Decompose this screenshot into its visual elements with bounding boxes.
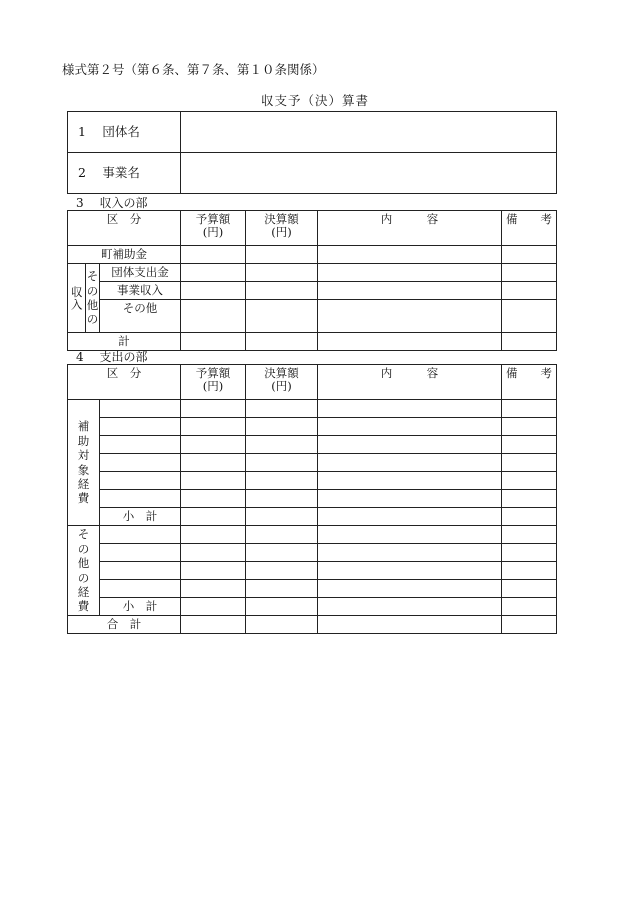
income-header-budget	[181, 211, 246, 246]
cell[interactable]	[181, 436, 246, 454]
income-other-char: の	[86, 283, 99, 298]
other-group-char: の	[77, 541, 90, 556]
form-number: 様式第２号（第６条、第７条、第１０条関係）	[62, 62, 325, 77]
cell[interactable]	[100, 418, 181, 436]
cell[interactable]	[502, 400, 557, 418]
income-other-char: そ	[86, 269, 99, 284]
info-table	[67, 111, 557, 194]
income-header-budget-unit: (円)	[202, 225, 224, 240]
cell[interactable]	[246, 490, 318, 508]
cell[interactable]	[246, 333, 318, 351]
expense-row	[68, 418, 557, 436]
subsidy-group-char: 象	[77, 462, 90, 477]
cell[interactable]	[246, 598, 318, 616]
cell[interactable]	[246, 436, 318, 454]
expense-header-budget	[181, 365, 246, 400]
cell[interactable]	[318, 454, 502, 472]
income-heading: 3 収入の部	[76, 196, 148, 210]
income-other-char: の	[86, 312, 99, 327]
other-income-label: その他	[100, 300, 181, 333]
cell[interactable]	[502, 282, 557, 300]
cell[interactable]	[318, 282, 502, 300]
cell[interactable]	[318, 616, 502, 634]
cell[interactable]	[318, 544, 502, 562]
expense-header-remarks: 備 考	[502, 365, 557, 400]
income-header-remarks: 備 考	[502, 211, 557, 246]
cell[interactable]	[318, 598, 502, 616]
expense-header-budget-label: 予算額	[195, 366, 231, 380]
expense-header-settlement-label: 決算額	[264, 366, 299, 380]
group-name-label: 1 団体名	[68, 112, 181, 153]
cell[interactable]	[502, 333, 557, 351]
grand-total-row	[68, 616, 557, 634]
income-header-row	[68, 211, 557, 246]
cell[interactable]	[181, 264, 246, 282]
cell[interactable]	[502, 246, 557, 264]
subsidy-subtotal-row	[68, 508, 557, 526]
cell[interactable]	[502, 264, 557, 282]
project-name-row	[68, 153, 557, 194]
income-header-settlement	[246, 211, 318, 246]
subsidy-group-char: 経	[77, 476, 90, 491]
cell[interactable]	[181, 400, 246, 418]
document-title: 収支予（決）算書	[260, 93, 369, 108]
income-row-other	[68, 300, 557, 333]
expense-header-row	[68, 365, 557, 400]
income-header-settlement-unit: (円)	[271, 225, 292, 240]
cell[interactable]	[246, 454, 318, 472]
cell[interactable]	[100, 400, 181, 418]
expense-table	[67, 364, 557, 634]
cell[interactable]	[181, 490, 246, 508]
cell[interactable]	[100, 562, 181, 580]
cell[interactable]	[246, 580, 318, 598]
income-other-label	[86, 264, 100, 333]
cell[interactable]	[181, 333, 246, 351]
subsidy-group-label	[68, 400, 100, 526]
subsidy-group-char: 対	[77, 448, 90, 463]
expense-row	[68, 400, 557, 418]
cell[interactable]	[502, 580, 557, 598]
cell[interactable]	[246, 400, 318, 418]
cell[interactable]	[100, 436, 181, 454]
cell[interactable]	[181, 508, 246, 526]
cell[interactable]	[318, 580, 502, 598]
cell[interactable]	[100, 472, 181, 490]
cell[interactable]	[100, 454, 181, 472]
cell[interactable]	[502, 472, 557, 490]
expense-row	[68, 472, 557, 490]
cell[interactable]	[181, 454, 246, 472]
income-total-label: 計	[68, 333, 181, 351]
cell[interactable]	[502, 508, 557, 526]
cell[interactable]	[181, 616, 246, 634]
expense-header-settlement-unit: (円)	[271, 379, 292, 394]
cell[interactable]	[100, 580, 181, 598]
cell[interactable]	[318, 436, 502, 454]
cell[interactable]	[502, 598, 557, 616]
cell[interactable]	[502, 562, 557, 580]
expense-row	[68, 436, 557, 454]
cell[interactable]	[502, 300, 557, 333]
income-other-char: 他	[86, 298, 99, 312]
cell[interactable]	[100, 544, 181, 562]
cell[interactable]	[246, 264, 318, 282]
town-subsidy-label: 町補助金	[68, 246, 181, 264]
grand-total-label: 合 計	[68, 616, 181, 634]
expense-row	[68, 544, 557, 562]
cell[interactable]	[502, 436, 557, 454]
project-name-label: 2 事業名	[68, 153, 181, 194]
income-header-budget-label: 予算額	[195, 212, 231, 226]
income-header-settlement-label: 決算額	[264, 212, 299, 226]
expense-header-details: 内 容	[318, 365, 502, 400]
expense-row	[68, 490, 557, 508]
cell[interactable]	[318, 526, 502, 544]
other-group-char: そ	[77, 527, 90, 542]
cell[interactable]	[318, 490, 502, 508]
project-name-field[interactable]	[181, 153, 557, 194]
income-header-category: 区 分	[68, 211, 181, 246]
cell[interactable]	[318, 418, 502, 436]
expense-row	[68, 580, 557, 598]
cell[interactable]	[318, 508, 502, 526]
group-name-row	[68, 112, 557, 153]
cell[interactable]	[246, 616, 318, 634]
cell[interactable]	[246, 282, 318, 300]
cell[interactable]	[246, 418, 318, 436]
cell[interactable]	[318, 264, 502, 282]
expense-row	[68, 526, 557, 544]
income-row-town-subsidy	[68, 246, 557, 264]
cell[interactable]	[246, 246, 318, 264]
expense-header-category: 区 分	[68, 365, 181, 400]
group-contribution-label: 団体支出金	[100, 264, 181, 282]
cell[interactable]	[502, 544, 557, 562]
cell[interactable]	[502, 526, 557, 544]
expense-header-budget-unit: (円)	[202, 379, 224, 394]
cell[interactable]	[246, 300, 318, 333]
cell[interactable]	[100, 490, 181, 508]
cell[interactable]	[246, 508, 318, 526]
cell[interactable]	[502, 454, 557, 472]
cell[interactable]	[181, 418, 246, 436]
expense-header-settlement	[246, 365, 318, 400]
cell[interactable]	[318, 300, 502, 333]
cell[interactable]	[502, 616, 557, 634]
income-row-group-contribution	[68, 264, 557, 282]
other-subtotal-label: 小 計	[100, 598, 181, 616]
income-header-details: 内 容	[318, 211, 502, 246]
cell[interactable]	[502, 418, 557, 436]
cell[interactable]	[318, 333, 502, 351]
other-expense-group-label	[68, 526, 100, 616]
cell[interactable]	[181, 580, 246, 598]
cell[interactable]	[318, 246, 502, 264]
cell[interactable]	[246, 526, 318, 544]
cell[interactable]	[100, 526, 181, 544]
other-group-char: の	[77, 570, 90, 585]
other-group-char: 費	[77, 599, 90, 614]
cell[interactable]	[502, 490, 557, 508]
group-name-field[interactable]	[181, 112, 557, 153]
income-row-business-income	[68, 282, 557, 300]
income-group-label: 収入	[68, 264, 86, 333]
cell[interactable]	[318, 472, 502, 490]
other-group-char: 他	[77, 556, 90, 571]
subsidy-subtotal-label: 小 計	[100, 508, 181, 526]
cell[interactable]	[181, 282, 246, 300]
subsidy-group-char: 助	[77, 433, 90, 448]
business-income-label: 事業収入	[100, 282, 181, 300]
cell[interactable]	[246, 562, 318, 580]
income-table	[67, 210, 557, 351]
cell[interactable]	[181, 246, 246, 264]
cell[interactable]	[181, 562, 246, 580]
cell[interactable]	[181, 526, 246, 544]
cell[interactable]	[318, 562, 502, 580]
cell[interactable]	[181, 544, 246, 562]
cell[interactable]	[246, 544, 318, 562]
expense-row	[68, 562, 557, 580]
cell[interactable]	[318, 400, 502, 418]
other-group-char: 経	[77, 584, 90, 599]
cell[interactable]	[181, 300, 246, 333]
expense-heading: 4 支出の部	[76, 350, 148, 364]
subsidy-group-char: 補	[77, 419, 90, 434]
other-subtotal-row	[68, 598, 557, 616]
cell[interactable]	[246, 472, 318, 490]
cell[interactable]	[181, 472, 246, 490]
subsidy-group-char: 費	[77, 491, 90, 506]
expense-row	[68, 454, 557, 472]
cell[interactable]	[181, 598, 246, 616]
